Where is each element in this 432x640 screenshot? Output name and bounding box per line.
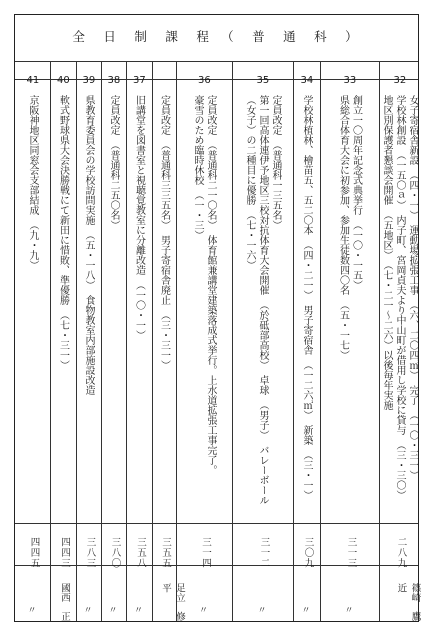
event-text: （女子）の二種目に優勝 （七・一六） [244, 95, 255, 270]
event-text: 第一回高体連伊予地区三校対抗体育大会開催 （於砥部高校） 卓球 （男子） バレーボール [257, 95, 268, 505]
student-count: 三五八 [135, 537, 146, 569]
event-text: 定員改定 （普通科三三五名） 男子寄宿舎廃止 （三・三一） [158, 95, 170, 370]
column-divider [101, 61, 102, 621]
principal-name: 篠崎 鷹近 [395, 583, 421, 621]
column-divider [152, 61, 153, 621]
column-divider [126, 61, 127, 621]
event-column [191, 95, 217, 527]
ditto-mark: 〃 [257, 606, 267, 616]
student-count: 三五五 [160, 537, 171, 569]
year-label: 32 [393, 75, 407, 86]
student-count: 三一四 [200, 537, 211, 569]
event-text: 定員改定 （普通科一三五名） [270, 95, 281, 230]
year-label: 41 [26, 75, 40, 86]
student-count: 三一三 [345, 537, 357, 569]
event-column [133, 95, 146, 527]
ditto-mark: 〃 [199, 606, 209, 616]
event-column [380, 95, 419, 527]
event-text: 女子寄宿舎新設 （四・一） 運動場拡張工事 （六、二〇四㎡） 完了 （一〇・三一） [407, 95, 418, 480]
year-label: 35 [256, 75, 270, 86]
year-label: 40 [57, 75, 70, 86]
event-column [57, 95, 70, 527]
event-text: 創立一〇周年記念式典挙行 （一〇・一五） [350, 95, 362, 290]
event-column [337, 95, 363, 527]
event-column [300, 95, 313, 527]
student-count: 三一二 [258, 537, 270, 569]
student-count: 三八三 [84, 537, 96, 569]
ditto-mark: 〃 [301, 606, 311, 616]
event-text: 豪雪のため臨時休校 （一・三） [192, 95, 203, 240]
year-label: 38 [107, 75, 121, 86]
ditto-mark: 〃 [134, 606, 144, 616]
event-text: 旧講堂を図書室と視聴覚教室に分離改造 （一〇・一） [133, 95, 145, 340]
principal-name: 足立 修平 [160, 583, 185, 621]
ditto-mark: 〃 [344, 606, 354, 616]
event-column [26, 95, 39, 527]
year-label: 36 [198, 75, 211, 86]
event-text: 定員改定 （普通科二一〇名） 体育館兼講堂建築落成式挙行。上水道拡張工事完了。 [205, 95, 216, 475]
column-divider [176, 61, 177, 621]
event-column [107, 95, 120, 527]
event-text: 軟式野球県大会決勝戦にて新田に惜敗、準優勝 （七・三一） [57, 95, 69, 370]
event-text: 定員改定 （普通科二五〇名） [108, 95, 119, 230]
event-text: 京阪神地区同窓会支部結成 （九・九） [27, 95, 38, 270]
ditto-mark: 〃 [108, 606, 118, 616]
event-text: 地区別保護者懇談会開催 （五地区） （七・二一～二六）以後毎年実施 [381, 95, 392, 410]
year-label: 34 [300, 75, 314, 86]
ditto-mark: 〃 [27, 606, 37, 616]
ditto-mark: 〃 [83, 606, 93, 616]
event-column [158, 95, 171, 527]
year-label: 39 [82, 75, 96, 86]
column-divider [293, 61, 294, 621]
column-divider [50, 61, 51, 621]
column-divider [320, 61, 321, 621]
year-label: 33 [343, 75, 357, 86]
year-label: 37 [133, 75, 146, 86]
principal-name: 國西 正 [59, 583, 70, 621]
student-count: 二八九 [395, 537, 407, 569]
table-frame [14, 14, 419, 622]
event-text: 学校林植林、檜苗五、五二〇本 （四・二一） 男子寄宿舎 （一二六㎡） 新築 （三・一） [301, 95, 312, 500]
event-text: 学校林創設 （一五〇ａ） 内子町、宮岡貞夫より中山町が借用し学校に貸与 （三・三〇） [394, 95, 405, 500]
student-count: 三八〇 [109, 537, 121, 569]
column-divider [232, 61, 233, 621]
event-text: 県総合体育大会に初参加、参加生徒数四〇名 （五・一七） [337, 95, 349, 360]
event-column [243, 95, 282, 527]
table-title: 全 日 制 課 程 （ 普 通 科 ） [72, 29, 361, 44]
event-column [82, 95, 95, 527]
event-text: 県教育委員会の学校訪問実施 （五・一八） 食物教室内部施設改造 [83, 95, 94, 395]
student-count: 四四五 [28, 537, 40, 569]
student-count: 四四三 [59, 537, 70, 569]
student-count: 三〇九 [302, 537, 314, 569]
column-divider [76, 61, 77, 621]
